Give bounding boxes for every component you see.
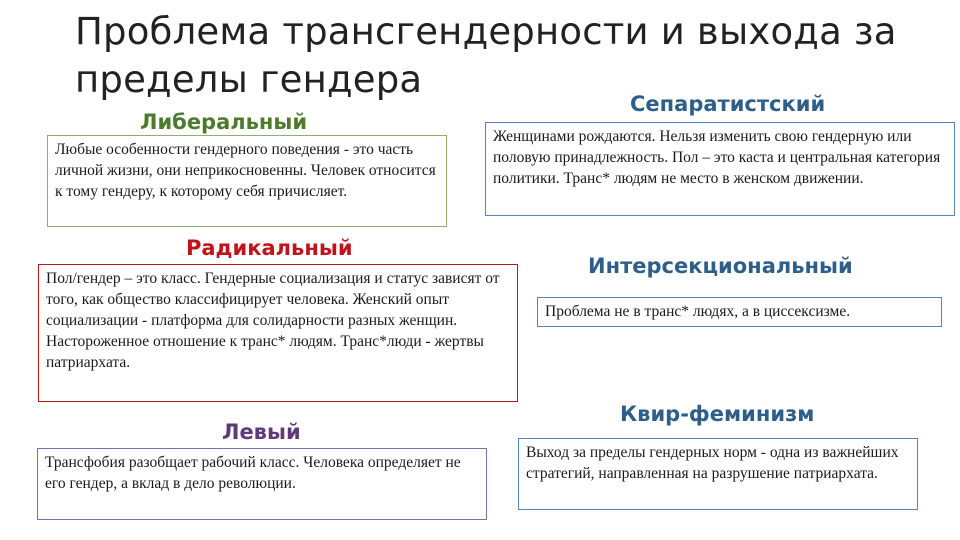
- intersectional-heading: Интерсекциональный: [588, 254, 853, 278]
- separatist-heading: Сепаратистский: [630, 92, 826, 116]
- radical-heading: Радикальный: [186, 236, 353, 260]
- left-box: Трансфобия разобщает рабочий класс. Человека определяет не его гендер, а вклад в дело революции.: [37, 448, 487, 520]
- liberal-box: Любые особенности гендерного поведения - это часть личной жизни, они неприкосновенны. Человек относится к тому гендеру, к которому себя причисляет.: [47, 135, 447, 227]
- intersectional-box: Проблема не в транс* людях, а в циссексизме.: [537, 297, 942, 327]
- separatist-box: Женщинами рождаются. Нельзя изменить свою гендерную или половую принадлежность. Пол – это каста и центральная категория политики. Транс* людям не место в женском движении.: [485, 122, 955, 216]
- liberal-heading: Либеральный: [140, 110, 308, 134]
- queer-feminism-box: Выход за пределы гендерных норм - одна из важнейших стратегий, направленная на разрушение патриархата.: [518, 438, 918, 510]
- left-heading: Левый: [222, 420, 301, 444]
- radical-box: Пол/гендер – это класс. Гендерные социализация и статус зависят от того, как общество классифицирует человека. Женский опыт социализации - платформа для солидарности разных женщин. Настороженное отношение к транс* людям. Транс*люди - жертвы патриархата.: [38, 264, 518, 402]
- queer-feminism-heading: Квир-феминизм: [620, 402, 815, 426]
- slide-title: Проблема трансгендерности и выхода за пределы гендера: [75, 10, 897, 101]
